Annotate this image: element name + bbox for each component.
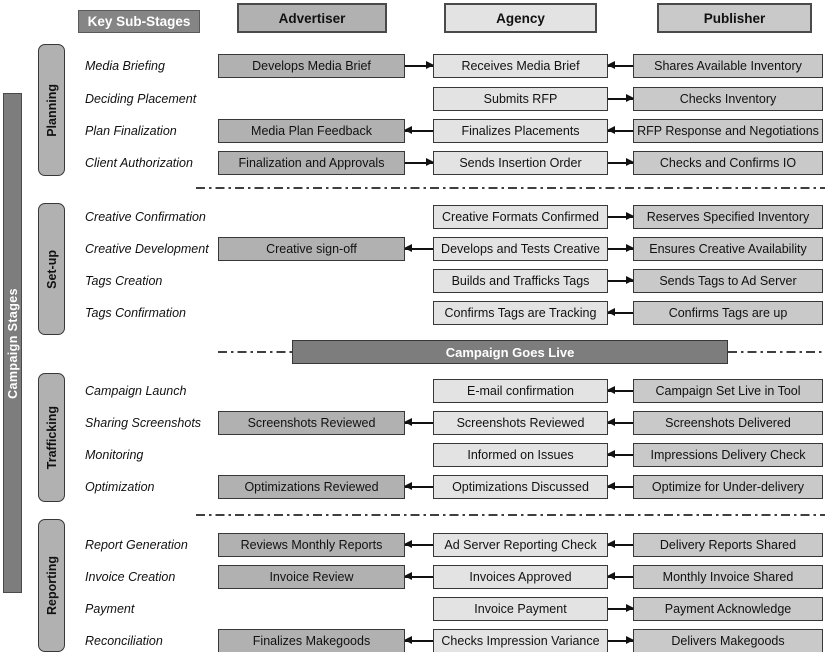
arrow-left-icon: [607, 61, 615, 69]
publisher-box: Checks and Confirms IO: [633, 151, 823, 175]
agency-box: Invoice Payment: [433, 597, 608, 621]
sub-stage-label: Sharing Screenshots: [85, 416, 202, 430]
sub-stage-label: Invoice Creation: [85, 570, 176, 584]
agency-box: Optimizations Discussed: [433, 475, 608, 499]
arrow-left-icon: [607, 308, 615, 316]
arrow-left-icon: [404, 636, 412, 644]
stage-pill-trafficking: [38, 373, 65, 502]
agency-box: Finalizes Placements: [433, 119, 608, 143]
arrow-left-icon: [404, 244, 412, 252]
sub-stage-label: Tags Creation: [85, 274, 163, 288]
sub-stage-label: Payment: [85, 602, 135, 616]
arrow-right-icon: [626, 158, 634, 166]
arrow-agency-publisher: [608, 571, 633, 583]
arrow-advertiser-agency: [405, 481, 433, 493]
stage-pill-label: Reporting: [44, 555, 59, 616]
stage-pill-label: Planning: [44, 83, 59, 137]
agency-header: Agency: [444, 3, 597, 33]
publisher-box: Checks Inventory: [633, 87, 823, 111]
campaign-stages-bar: [3, 93, 22, 593]
arrow-agency-publisher: [608, 157, 633, 169]
arrow-advertiser-agency: [405, 243, 433, 255]
sub-stage-label: Tags Confirmation: [85, 306, 186, 320]
publisher-box: Payment Acknowledge: [633, 597, 823, 621]
arrow-right-icon: [426, 61, 434, 69]
publisher-box: Reserves Specified Inventory: [633, 205, 823, 229]
publisher-box: Sends Tags to Ad Server: [633, 269, 823, 293]
stage-pill-planning: [38, 44, 65, 176]
arrow-left-icon: [607, 126, 615, 134]
arrow-left-icon: [607, 418, 615, 426]
campaign-stages-label: Campaign Stages: [5, 287, 20, 399]
arrow-advertiser-agency: [405, 417, 433, 429]
agency-box: Builds and Trafficks Tags: [433, 269, 608, 293]
banner-dash-right: [728, 351, 825, 353]
arrow-left-icon: [404, 482, 412, 490]
arrow-left-icon: [404, 418, 412, 426]
arrow-left-icon: [404, 540, 412, 548]
sub-stage-label: Creative Confirmation: [85, 210, 206, 224]
advertiser-box: Optimizations Reviewed: [218, 475, 405, 499]
arrow-right-icon: [626, 604, 634, 612]
publisher-box: Shares Available Inventory: [633, 54, 823, 78]
arrow-agency-publisher: [608, 539, 633, 551]
arrow-agency-publisher: [608, 125, 633, 137]
arrow-left-icon: [404, 126, 412, 134]
key-sub-stages-header: Key Sub-Stages: [78, 10, 200, 33]
publisher-box: Optimize for Under-delivery: [633, 475, 823, 499]
arrow-advertiser-agency: [405, 125, 433, 137]
arrow-agency-publisher: [608, 417, 633, 429]
publisher-box: Delivers Makegoods: [633, 629, 823, 652]
arrow-right-icon: [626, 244, 634, 252]
arrow-agency-publisher: [608, 60, 633, 72]
sub-stage-label: Client Authorization: [85, 156, 193, 170]
publisher-box: Monthly Invoice Shared: [633, 565, 823, 589]
publisher-box: Screenshots Delivered: [633, 411, 823, 435]
sub-stage-label: Reconciliation: [85, 634, 163, 648]
advertiser-box: Media Plan Feedback: [218, 119, 405, 143]
advertiser-box: Reviews Monthly Reports: [218, 533, 405, 557]
agency-box: Receives Media Brief: [433, 54, 608, 78]
agency-box: Develops and Tests Creative: [433, 237, 608, 261]
arrow-agency-publisher: [608, 307, 633, 319]
agency-box: Creative Formats Confirmed: [433, 205, 608, 229]
arrow-agency-publisher: [608, 603, 633, 615]
stage-pill-reporting: [38, 519, 65, 652]
sub-stage-label: Report Generation: [85, 538, 188, 552]
advertiser-box: Invoice Review: [218, 565, 405, 589]
agency-box: Informed on Issues: [433, 443, 608, 467]
arrow-left-icon: [607, 450, 615, 458]
agency-box: Ad Server Reporting Check: [433, 533, 608, 557]
agency-box: Screenshots Reviewed: [433, 411, 608, 435]
agency-box: Confirms Tags are Tracking: [433, 301, 608, 325]
arrow-left-icon: [607, 572, 615, 580]
publisher-header: Publisher: [657, 3, 812, 33]
advertiser-box: Develops Media Brief: [218, 54, 405, 78]
campaign-goes-live-banner: Campaign Goes Live: [292, 340, 728, 364]
publisher-box: Impressions Delivery Check: [633, 443, 823, 467]
publisher-box: RFP Response and Negotiations: [633, 119, 823, 143]
stage-separator-planning-setup: [196, 187, 825, 189]
arrow-right-icon: [626, 94, 634, 102]
stage-separator-trafficking-reporting: [196, 514, 825, 516]
arrow-agency-publisher: [608, 449, 633, 461]
sub-stage-label: Media Briefing: [85, 59, 165, 73]
publisher-box: Campaign Set Live in Tool: [633, 379, 823, 403]
sub-stage-label: Optimization: [85, 480, 155, 494]
arrow-right-icon: [626, 276, 634, 284]
arrow-right-icon: [626, 212, 634, 220]
arrow-advertiser-agency: [405, 571, 433, 583]
advertiser-box: Screenshots Reviewed: [218, 411, 405, 435]
sub-stage-label: Plan Finalization: [85, 124, 177, 138]
stage-pill-set-up: [38, 203, 65, 335]
arrow-advertiser-agency: [405, 635, 433, 647]
arrow-agency-publisher: [608, 275, 633, 287]
arrow-agency-publisher: [608, 93, 633, 105]
advertiser-header: Advertiser: [237, 3, 387, 33]
arrow-left-icon: [404, 572, 412, 580]
advertiser-box: Creative sign-off: [218, 237, 405, 261]
arrow-agency-publisher: [608, 385, 633, 397]
arrow-agency-publisher: [608, 481, 633, 493]
sub-stage-label: Creative Development: [85, 242, 209, 256]
stage-pill-label: Set-up: [44, 249, 59, 289]
arrow-advertiser-agency: [405, 539, 433, 551]
arrow-left-icon: [607, 386, 615, 394]
arrow-advertiser-agency: [405, 157, 433, 169]
sub-stage-label: Monitoring: [85, 448, 144, 462]
stage-pill-label: Trafficking: [44, 405, 59, 470]
arrow-agency-publisher: [608, 635, 633, 647]
arrow-left-icon: [607, 540, 615, 548]
sub-stage-label: Deciding Placement: [85, 92, 197, 106]
arrow-right-icon: [426, 158, 434, 166]
banner-dash-left: [218, 351, 292, 353]
advertiser-box: Finalization and Approvals: [218, 151, 405, 175]
publisher-box: Confirms Tags are up: [633, 301, 823, 325]
arrow-agency-publisher: [608, 211, 633, 223]
arrow-advertiser-agency: [405, 60, 433, 72]
agency-box: Checks Impression Variance: [433, 629, 608, 652]
publisher-box: Ensures Creative Availability: [633, 237, 823, 261]
arrow-left-icon: [607, 482, 615, 490]
advertiser-box: Finalizes Makegoods: [218, 629, 405, 652]
publisher-box: Delivery Reports Shared: [633, 533, 823, 557]
arrow-right-icon: [626, 636, 634, 644]
agency-box: Invoices Approved: [433, 565, 608, 589]
sub-stage-label: Campaign Launch: [85, 384, 187, 398]
agency-box: Submits RFP: [433, 87, 608, 111]
arrow-agency-publisher: [608, 243, 633, 255]
agency-box: E-mail confirmation: [433, 379, 608, 403]
agency-box: Sends Insertion Order: [433, 151, 608, 175]
